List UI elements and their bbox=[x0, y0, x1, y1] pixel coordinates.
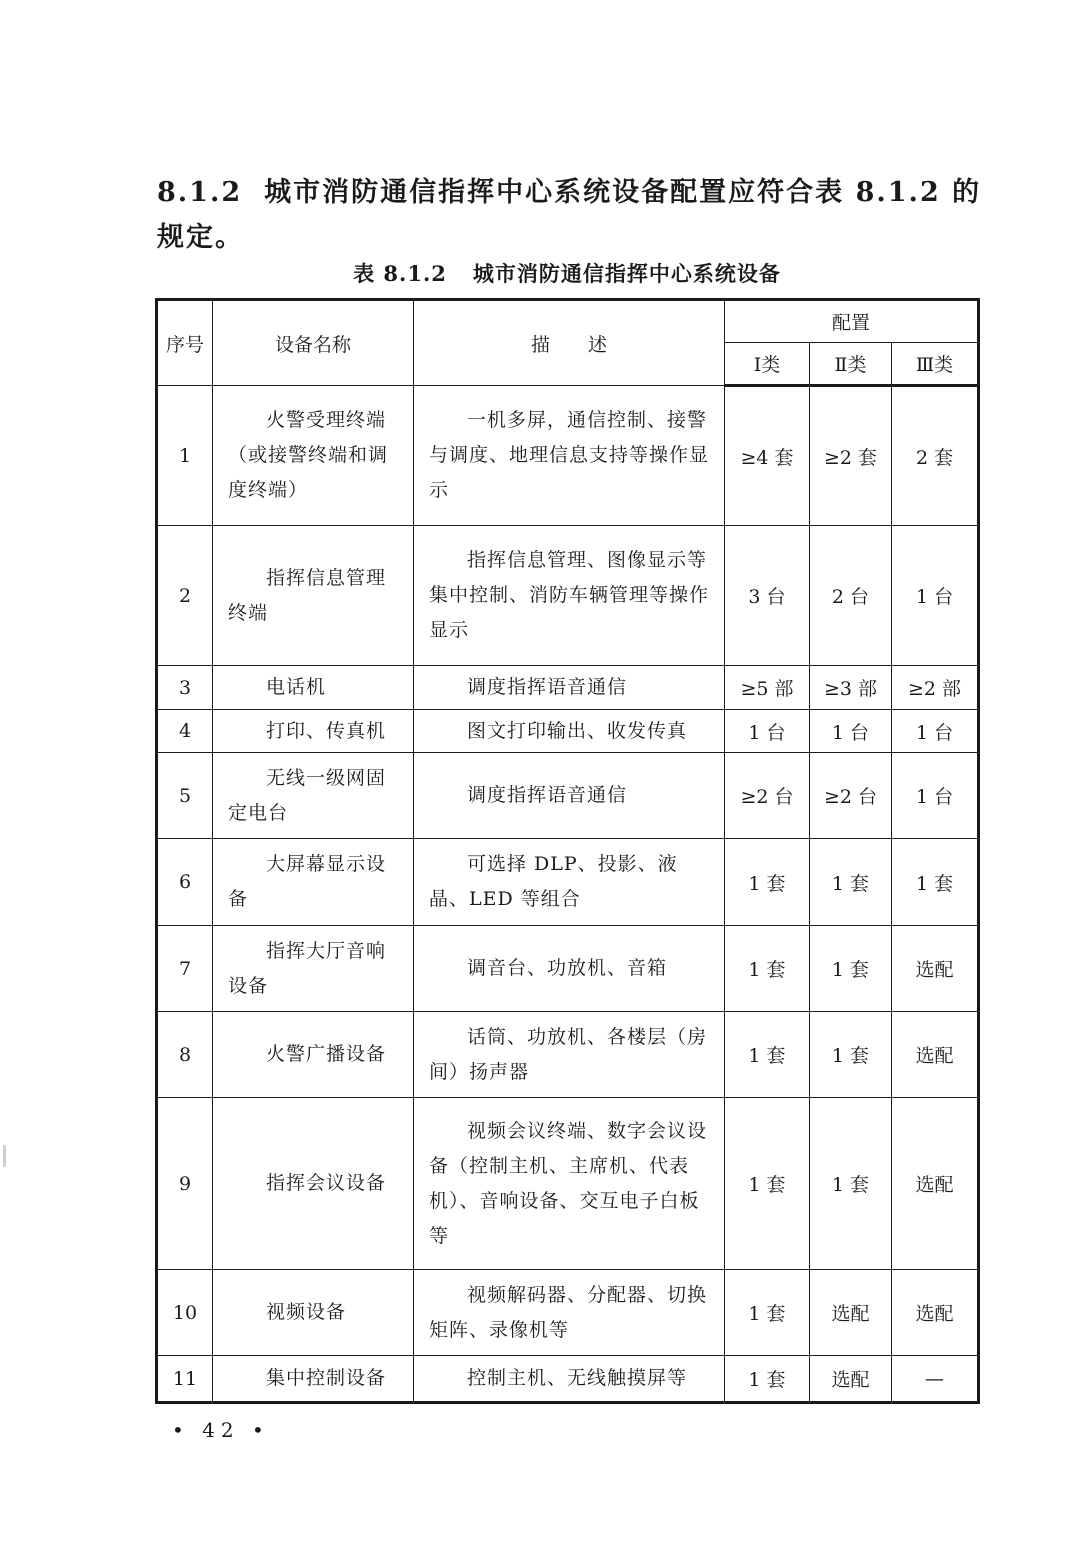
table-row bbox=[157, 926, 979, 1012]
row-class1: ≥4 套 bbox=[725, 386, 810, 526]
table-row bbox=[157, 386, 979, 526]
header-desc: 描 述 bbox=[414, 300, 725, 386]
row-desc: 控制主机、无线触摸屏等 bbox=[414, 1356, 725, 1403]
row-class1: ≥2 台 bbox=[725, 753, 810, 839]
row-class2: 2 台 bbox=[810, 526, 892, 666]
row-name: 集中控制设备 bbox=[213, 1356, 414, 1403]
table-title-text: 城市消防通信指挥中心系统设备 bbox=[472, 261, 781, 286]
row-class1: 1 台 bbox=[725, 710, 810, 753]
header-name: 设备名称 bbox=[213, 300, 414, 386]
row-class1: 1 套 bbox=[725, 1356, 810, 1403]
row-name: 打印、传真机 bbox=[213, 710, 414, 753]
row-desc: 图文打印输出、收发传真 bbox=[414, 710, 725, 753]
table-row bbox=[157, 666, 979, 710]
table-row bbox=[157, 839, 979, 926]
clause-paragraph bbox=[157, 170, 987, 260]
row-name: 指挥会议设备 bbox=[213, 1098, 414, 1270]
row-class1: ≥5 部 bbox=[725, 666, 810, 710]
table-row bbox=[157, 1356, 979, 1403]
row-desc: 一机多屏，通信控制、接警与调度、地理信息支持等操作显示 bbox=[414, 386, 725, 526]
row-no: 5 bbox=[157, 753, 213, 839]
row-no: 1 bbox=[157, 386, 213, 526]
row-class2: 1 台 bbox=[810, 710, 892, 753]
row-class3: 1 台 bbox=[892, 753, 979, 839]
header-config: 配置 bbox=[725, 300, 979, 343]
table-row bbox=[157, 1270, 979, 1356]
row-class3: — bbox=[892, 1356, 979, 1403]
row-no: 8 bbox=[157, 1012, 213, 1098]
row-no: 3 bbox=[157, 666, 213, 710]
table-row bbox=[157, 1098, 979, 1270]
row-class1: 1 套 bbox=[725, 1098, 810, 1270]
row-class1: 1 套 bbox=[725, 1012, 810, 1098]
header-no: 序号 bbox=[157, 300, 213, 386]
row-class3: 1 台 bbox=[892, 526, 979, 666]
row-no: 2 bbox=[157, 526, 213, 666]
row-class2: ≥2 台 bbox=[810, 753, 892, 839]
row-class3: 1 套 bbox=[892, 839, 979, 926]
row-no: 7 bbox=[157, 926, 213, 1012]
row-class2: ≥3 部 bbox=[810, 666, 892, 710]
row-desc: 视频会议终端、数字会议设备（控制主机、主席机、代表机）、音响设备、交互电子白板等 bbox=[414, 1098, 725, 1270]
row-desc: 可选择 DLP、投影、液晶、LED 等组合 bbox=[414, 839, 725, 926]
row-no: 9 bbox=[157, 1098, 213, 1270]
table-row bbox=[157, 710, 979, 753]
row-name: 视频设备 bbox=[213, 1270, 414, 1356]
row-class3: 2 套 bbox=[892, 386, 979, 526]
row-desc: 指挥信息管理、图像显示等集中控制、消防车辆管理等操作显示 bbox=[414, 526, 725, 666]
table-row bbox=[157, 753, 979, 839]
row-desc: 视频解码器、分配器、切换矩阵、录像机等 bbox=[414, 1270, 725, 1356]
clause-text: 城市消防通信指挥中心系统设备配置应符合表 8.1.2 的规定。 bbox=[157, 177, 982, 253]
row-desc: 调度指挥语音通信 bbox=[414, 753, 725, 839]
table-row bbox=[157, 526, 979, 666]
page-number: • 42 • bbox=[172, 1418, 270, 1442]
row-class3: 选配 bbox=[892, 1098, 979, 1270]
row-desc: 话筒、功放机、各楼层（房间）扬声器 bbox=[414, 1012, 725, 1098]
row-no: 10 bbox=[157, 1270, 213, 1356]
row-name: 大屏幕显示设备 bbox=[213, 839, 414, 926]
equipment-config-table bbox=[155, 298, 980, 1404]
row-class2: 1 套 bbox=[810, 1098, 892, 1270]
row-name: 火警广播设备 bbox=[213, 1012, 414, 1098]
row-class3: 选配 bbox=[892, 1012, 979, 1098]
row-desc: 调音台、功放机、音箱 bbox=[414, 926, 725, 1012]
row-no: 11 bbox=[157, 1356, 213, 1403]
row-desc: 调度指挥语音通信 bbox=[414, 666, 725, 710]
header-class2: Ⅱ类 bbox=[810, 343, 892, 386]
header-class1: Ⅰ类 bbox=[725, 343, 810, 386]
row-name: 无线一级网固定电台 bbox=[213, 753, 414, 839]
row-class1: 1 套 bbox=[725, 1270, 810, 1356]
row-class2: 1 套 bbox=[810, 1012, 892, 1098]
row-no: 6 bbox=[157, 839, 213, 926]
row-name: 指挥信息管理终端 bbox=[213, 526, 414, 666]
row-class3: 1 台 bbox=[892, 710, 979, 753]
row-class1: 1 套 bbox=[725, 839, 810, 926]
row-class3: 选配 bbox=[892, 1270, 979, 1356]
row-no: 4 bbox=[157, 710, 213, 753]
row-name: 指挥大厅音响设备 bbox=[213, 926, 414, 1012]
row-class1: 1 套 bbox=[725, 926, 810, 1012]
row-class2: 1 套 bbox=[810, 926, 892, 1012]
row-class1: 3 台 bbox=[725, 526, 810, 666]
row-name: 电话机 bbox=[213, 666, 414, 710]
row-class2: 1 套 bbox=[810, 839, 892, 926]
table-number: 表 8.1.2 bbox=[353, 261, 447, 286]
scan-mark bbox=[3, 1145, 6, 1167]
table-row bbox=[157, 1012, 979, 1098]
clause-number: 8.1.2 bbox=[157, 177, 243, 208]
row-class2: 选配 bbox=[810, 1270, 892, 1356]
header-class3: Ⅲ类 bbox=[892, 343, 979, 386]
row-class3: ≥2 部 bbox=[892, 666, 979, 710]
table-title bbox=[157, 258, 977, 288]
row-class2: ≥2 套 bbox=[810, 386, 892, 526]
row-class3: 选配 bbox=[892, 926, 979, 1012]
row-class2: 选配 bbox=[810, 1356, 892, 1403]
row-name: 火警受理终端（或接警终端和调度终端） bbox=[213, 386, 414, 526]
